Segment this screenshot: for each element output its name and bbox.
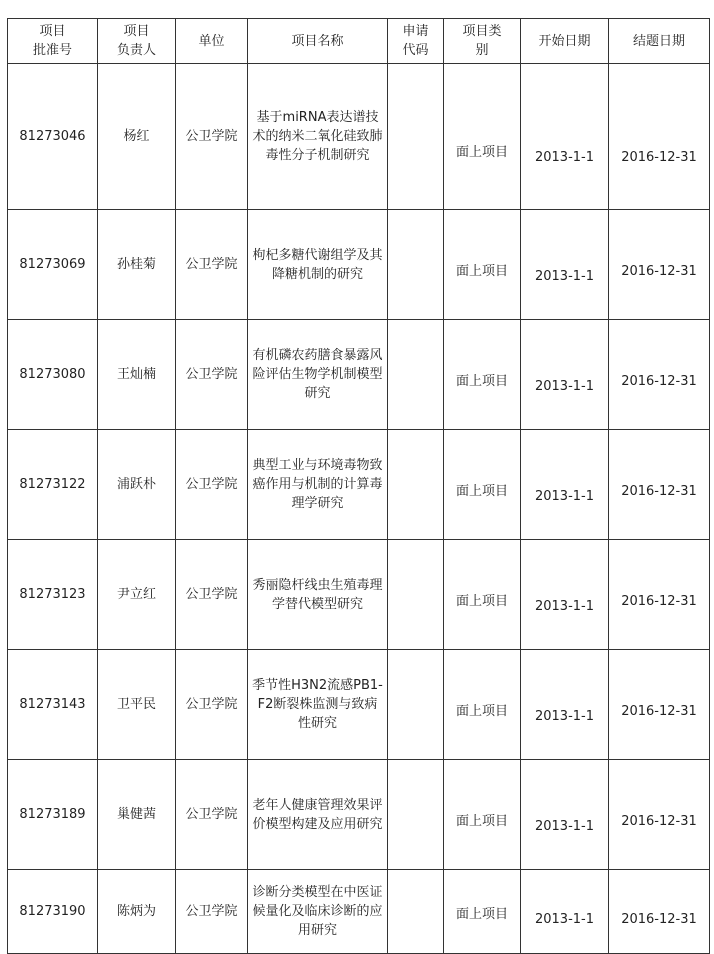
leader-cell: 巢健茜 [98,760,176,870]
approval-no-cell: 81273122 [8,430,98,540]
project-name-cell: 诊断分类模型在中医证候量化及临床诊断的应用研究 [248,870,388,954]
unit-cell: 公卫学院 [176,540,248,650]
table-row [8,650,710,760]
unit-cell: 公卫学院 [176,210,248,320]
start-date-cell: 2013-1-1 [521,210,609,320]
category-cell: 面上项目 [444,540,521,650]
header-start-date: 开始日期 [521,19,609,64]
leader-cell: 陈炳为 [98,870,176,954]
end-date-cell: 2016-12-31 [609,64,710,210]
start-date-cell: 2013-1-1 [521,760,609,870]
start-date-cell: 2013-1-1 [521,870,609,954]
header-app-code: 申请 代码 [388,19,444,64]
unit-cell: 公卫学院 [176,430,248,540]
end-date-cell: 2016-12-31 [609,320,710,430]
start-date-cell: 2013-1-1 [521,320,609,430]
leader-cell: 杨红 [98,64,176,210]
project-name-cell: 基于miRNA表达谱技术的纳米二氧化硅致肺毒性分子机制研究 [248,64,388,210]
project-name-cell: 秀丽隐杆线虫生殖毒理学替代模型研究 [248,540,388,650]
approval-no-cell: 81273123 [8,540,98,650]
app-code-cell [388,650,444,760]
app-code-cell [388,64,444,210]
table-row [8,64,710,210]
header-category: 项目类 别 [444,19,521,64]
end-date-cell: 2016-12-31 [609,870,710,954]
leader-cell: 浦跃朴 [98,430,176,540]
approval-no-cell: 81273080 [8,320,98,430]
header-approval-no: 项目 批准号 [8,19,98,64]
table-row [8,540,710,650]
approval-no-cell: 81273143 [8,650,98,760]
category-cell: 面上项目 [444,210,521,320]
header-unit: 单位 [176,19,248,64]
end-date-cell: 2016-12-31 [609,540,710,650]
end-date-cell: 2016-12-31 [609,430,710,540]
leader-cell: 孙桂菊 [98,210,176,320]
approval-no-cell: 81273069 [8,210,98,320]
unit-cell: 公卫学院 [176,320,248,430]
end-date-cell: 2016-12-31 [609,210,710,320]
approval-no-cell: 81273190 [8,870,98,954]
leader-cell: 王灿楠 [98,320,176,430]
project-name-cell: 有机磷农药膳食暴露风险评估生物学机制模型研究 [248,320,388,430]
end-date-cell: 2016-12-31 [609,650,710,760]
app-code-cell [388,870,444,954]
leader-cell: 卫平民 [98,650,176,760]
unit-cell: 公卫学院 [176,870,248,954]
project-name-cell: 老年人健康管理效果评价模型构建及应用研究 [248,760,388,870]
approval-no-cell: 81273046 [8,64,98,210]
app-code-cell [388,320,444,430]
category-cell: 面上项目 [444,650,521,760]
header-project-name: 项目名称 [248,19,388,64]
start-date-cell: 2013-1-1 [521,540,609,650]
unit-cell: 公卫学院 [176,64,248,210]
project-name-cell: 季节性H3N2流感PB1-F2断裂株监测与致病性研究 [248,650,388,760]
category-cell: 面上项目 [444,760,521,870]
end-date-cell: 2016-12-31 [609,760,710,870]
unit-cell: 公卫学院 [176,760,248,870]
header-row [8,19,710,64]
projects-table [7,18,710,954]
app-code-cell [388,540,444,650]
start-date-cell: 2013-1-1 [521,64,609,210]
start-date-cell: 2013-1-1 [521,430,609,540]
unit-cell: 公卫学院 [176,650,248,760]
header-end-date: 结题日期 [609,19,710,64]
table-row [8,320,710,430]
approval-no-cell: 81273189 [8,760,98,870]
start-date-cell: 2013-1-1 [521,650,609,760]
project-name-cell: 枸杞多糖代谢组学及其降糖机制的研究 [248,210,388,320]
header-leader: 项目 负责人 [98,19,176,64]
project-name-cell: 典型工业与环境毒物致癌作用与机制的计算毒理学研究 [248,430,388,540]
table-row [8,760,710,870]
category-cell: 面上项目 [444,64,521,210]
table-row [8,210,710,320]
app-code-cell [388,760,444,870]
category-cell: 面上项目 [444,320,521,430]
app-code-cell [388,430,444,540]
app-code-cell [388,210,444,320]
category-cell: 面上项目 [444,870,521,954]
table-row [8,430,710,540]
leader-cell: 尹立红 [98,540,176,650]
table-row [8,870,710,954]
category-cell: 面上项目 [444,430,521,540]
